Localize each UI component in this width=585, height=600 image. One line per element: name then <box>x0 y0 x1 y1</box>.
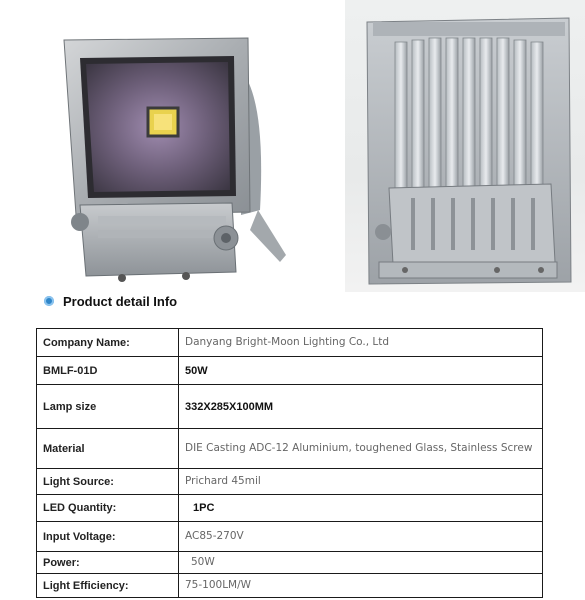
floodlight-back-image <box>345 0 585 292</box>
product-photo-back <box>345 0 585 292</box>
spec-label: Material <box>37 429 179 469</box>
spec-value: AC85-270V <box>179 522 543 552</box>
table-row <box>37 357 543 385</box>
spec-label: Company Name: <box>37 329 179 357</box>
spec-value: 75-100LM/W <box>179 574 543 598</box>
product-photo-front <box>36 0 294 292</box>
bullet-icon <box>44 296 54 306</box>
section-title: Product detail Info <box>63 293 178 309</box>
spec-label: Power: <box>37 552 179 574</box>
product-detail-heading <box>36 290 576 312</box>
spec-label: Input Voltage: <box>37 522 179 552</box>
spec-label: LED Quantity: <box>37 495 179 522</box>
spec-label: Light Efficiency: <box>37 574 179 598</box>
spec-value: DIE Casting ADC-12 Aluminium, toughened Glass, Stainless Screw <box>179 429 543 469</box>
spec-value: Prichard 45mil <box>179 469 543 495</box>
table-row <box>37 552 543 574</box>
table-row <box>37 429 543 469</box>
product-spec-table <box>36 328 543 598</box>
table-row <box>37 522 543 552</box>
spec-value: 1PC <box>179 495 543 522</box>
table-row <box>37 329 543 357</box>
spec-value: 332X285X100MM <box>179 385 543 429</box>
table-row <box>37 495 543 522</box>
spec-value: 50W <box>179 357 543 385</box>
table-row <box>37 469 543 495</box>
spec-label: Light Source: <box>37 469 179 495</box>
spec-value: Danyang Bright-Moon Lighting Co., Ltd <box>179 329 543 357</box>
table-row <box>37 385 543 429</box>
spec-label: BMLF-01D <box>37 357 179 385</box>
floodlight-front-image <box>36 0 294 292</box>
spec-value: 50W <box>179 552 543 574</box>
spec-label: Lamp size <box>37 385 179 429</box>
table-row <box>37 574 543 598</box>
